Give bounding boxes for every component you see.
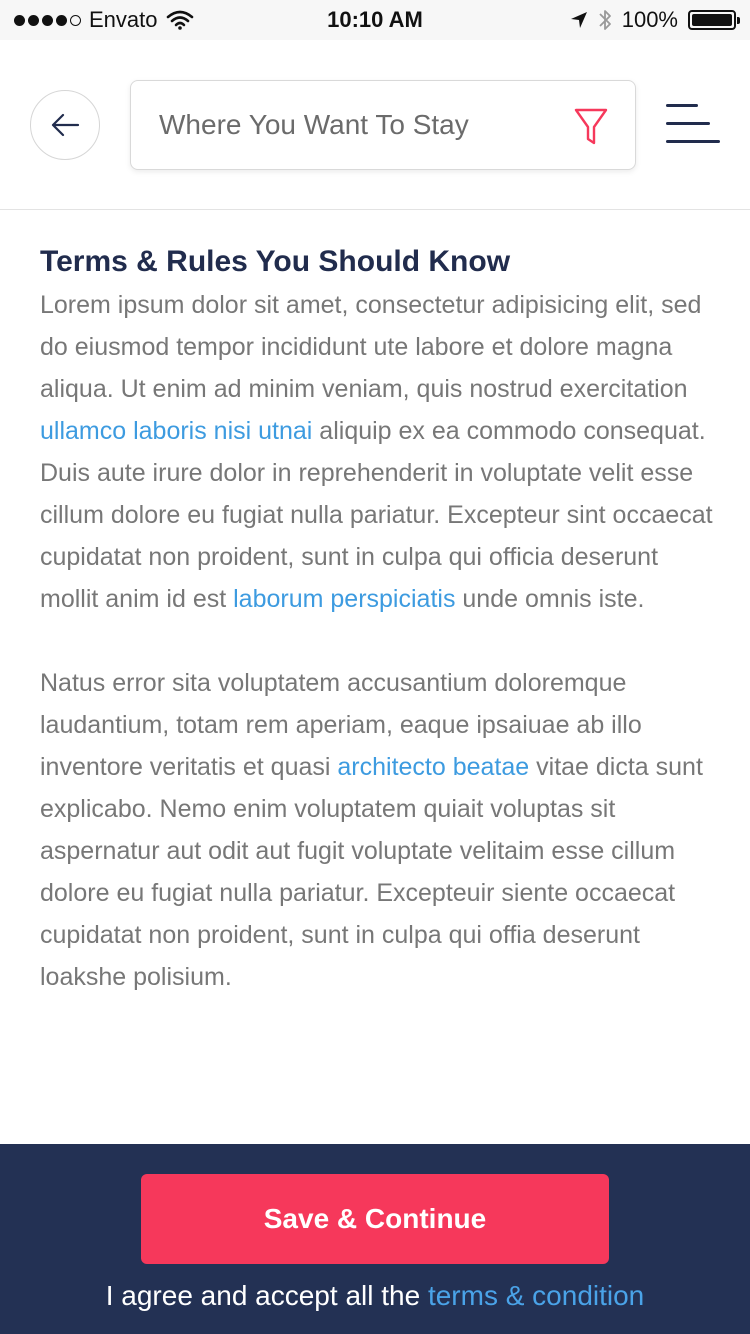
status-time: 10:10 AM: [327, 7, 423, 32]
carrier-name: Envato: [89, 7, 158, 32]
agree-text: [0, 1276, 750, 1316]
section-title: Terms & Rules You Should Know: [40, 245, 511, 278]
inline-link[interactable]: laborum perspiciatis: [233, 585, 456, 613]
wifi-icon: [166, 10, 194, 30]
battery-percent: 100%: [621, 7, 678, 32]
battery-fill: [692, 14, 732, 26]
agree-prefix: I agree and accept all the: [105, 1280, 428, 1311]
back-button[interactable]: [30, 90, 100, 160]
status-right: [570, 0, 736, 40]
inline-link[interactable]: architecto beatae: [337, 753, 530, 781]
filter-funnel-icon[interactable]: [573, 107, 609, 147]
status-bar: [0, 0, 750, 40]
battery-icon: [688, 10, 736, 30]
status-left: [14, 0, 194, 40]
location-arrow-icon: [570, 11, 588, 29]
terms-condition-link[interactable]: terms & condition: [427, 1280, 645, 1311]
terms-content: [40, 240, 720, 998]
search-box[interactable]: [130, 80, 636, 170]
bluetooth-icon: [598, 8, 612, 32]
save-continue-button[interactable]: Save & Continue: [141, 1174, 609, 1264]
hamburger-menu-icon[interactable]: [664, 104, 722, 146]
terms-paragraph-1: [40, 284, 720, 620]
paragraph-text: aliquip ex ea commodo consequat. Duis aute irure dolor in reprehenderit in voluptate velit esse cillum dolore eu fugiat nulla pariatur. Excepteur sint occaecat cupidatat non proident, sunt in culpa qui officia deserunt mollit anim id est: [40, 417, 713, 613]
signal-dots-icon: [14, 15, 81, 26]
paragraph-text: Natus error sita voluptatem accusantium doloremque laudantium, totam rem aperiam, eaque ipsaiuae ab illo inventore veritatis et quasi: [40, 669, 642, 781]
back-arrow-icon: [50, 113, 80, 137]
terms-paragraph-2: [40, 662, 720, 998]
paragraph-text: vitae dicta sunt explicabo. Nemo enim voluptatem quiait voluptas sit aspernatur aut odit aut fugit voluptate velitaim esse cillum dolore eu fugiat nulla pariatur. Excepteuir siente occaecat cupidatat non proident, sunt in culpa qui offia deserunt loakshe polisium.: [40, 753, 703, 991]
header: [0, 40, 750, 210]
inline-link[interactable]: ullamco laboris nisi utnai: [40, 417, 313, 445]
search-input[interactable]: [159, 109, 559, 141]
footer: [0, 1144, 750, 1334]
paragraph-text: Lorem ipsum dolor sit amet, consectetur adipisicing elit, sed do eiusmod tempor incididunt ute labore et dolore magna aliqua. Ut enim ad minim veniam, quis nostrud exercitation: [40, 291, 702, 403]
paragraph-text: unde omnis iste.: [455, 585, 645, 613]
